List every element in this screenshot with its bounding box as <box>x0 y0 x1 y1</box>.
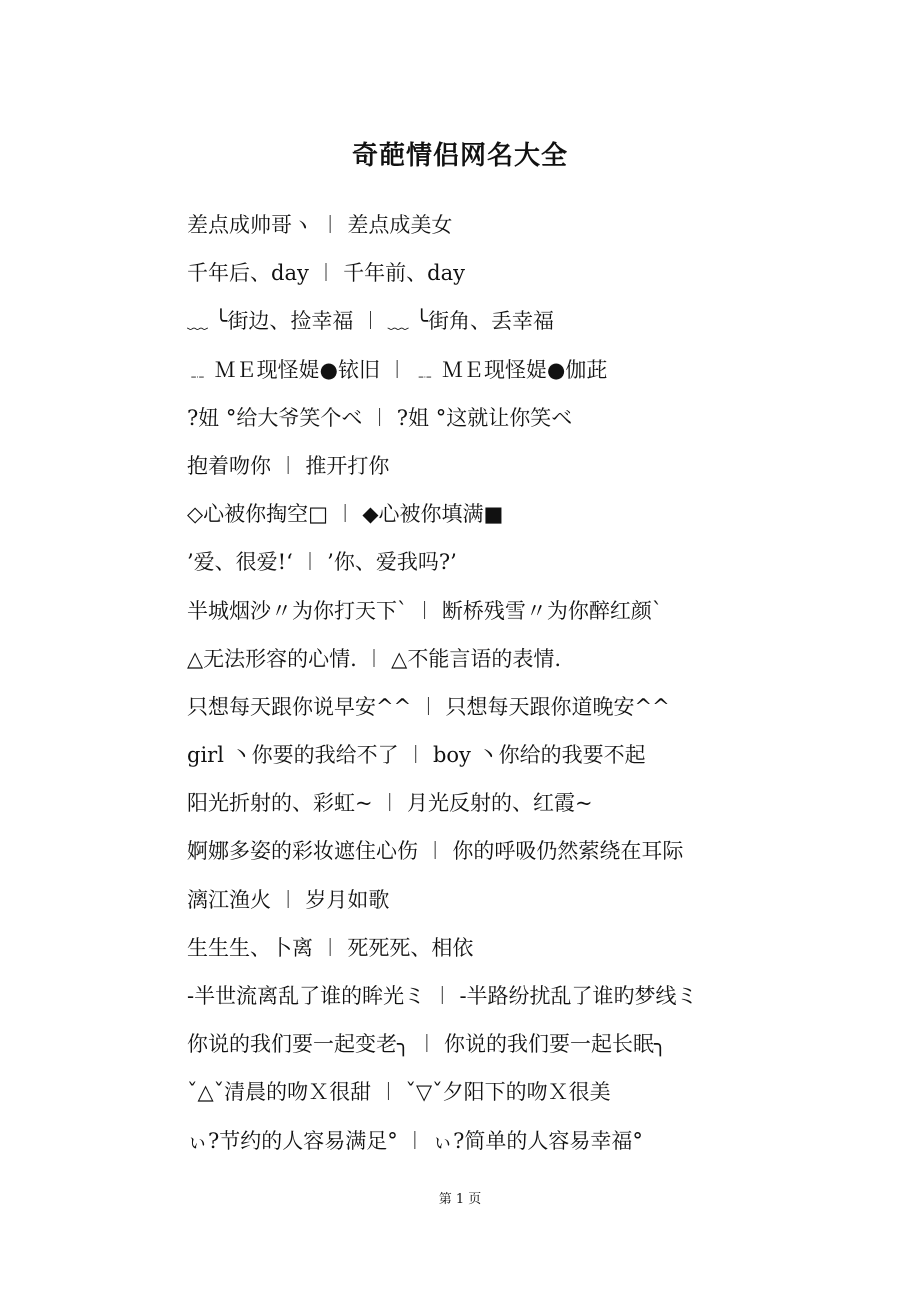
list-item: ◇心被你掏空□ ︱ ◆心被你填满■ <box>187 502 504 527</box>
page-number: 第 1 页 <box>438 1192 482 1207</box>
list-item: 婀娜多姿的彩妆遮住心伤 ︱ 你的呼吸仍然萦绕在耳际 <box>187 839 684 864</box>
list-item: △无法形容的心情. ︱ △不能言语的表情. <box>187 646 561 671</box>
list-item: ﹏ ╰街边、捡幸福 ︱ ﹏ ╰街角、丢幸福 <box>187 309 554 334</box>
list-item: ぃ?节约的人容易满足° ︱ ぃ?简单的人容易幸福° <box>187 1128 643 1153</box>
list-item: ﹎ ＭＥ现怪媞●铱旧 ︱ ﹎ ＭＥ现怪媞●伽茈 <box>187 357 608 382</box>
list-item: 只想每天跟你说早安^^ ︱ 只想每天跟你道晚安^^ <box>187 694 670 719</box>
list-item: ’爱、很爱!‘ ︱ ’你、爱我吗?’ <box>187 550 457 575</box>
page-title: 奇葩情侣网名大全 <box>351 141 568 171</box>
list-item: 生生生、卜离 ︱ 死死死、相依 <box>187 935 474 960</box>
list-item: 你说的我们要一起变老╮ ︱ 你说的我们要一起长眠╮ <box>187 1032 667 1057</box>
list-item: -半世流离乱了谁的眸光ミ ︱ -半路纷扰乱了谁旳梦线ミ <box>187 984 698 1008</box>
list-item: ?妞 °给大爷笑个ベ ︱ ?姐 °这就让你笑ベ <box>187 405 573 430</box>
list-item: 漓江渔火 ︱ 岁月如歌 <box>187 887 390 912</box>
name-list <box>187 203 887 1167</box>
list-item: girl 丶你要的我给不了 ︱ boy 丶你给的我要不起 <box>187 743 646 768</box>
list-item: 阳光折射的、彩虹~ ︱ 月光反射的、红霞~ <box>187 791 593 816</box>
list-item: 抱着吻你 ︱ 推开打你 <box>187 453 390 478</box>
list-item: ˇ△ˇ清晨的吻Ｘ很甜 ︱ ˇ▽ˇ夕阳下的吻Ｘ很美 <box>187 1080 611 1105</box>
list-item: 差点成帅哥ヽ ︱ 差点成美女 <box>187 213 453 237</box>
list-item: 半城烟沙〃为你打天下` ︱ 断桥残雪〃为你醉红颜` <box>187 598 663 623</box>
list-item: 千年后、day ︱ 千年前、day <box>187 261 466 286</box>
